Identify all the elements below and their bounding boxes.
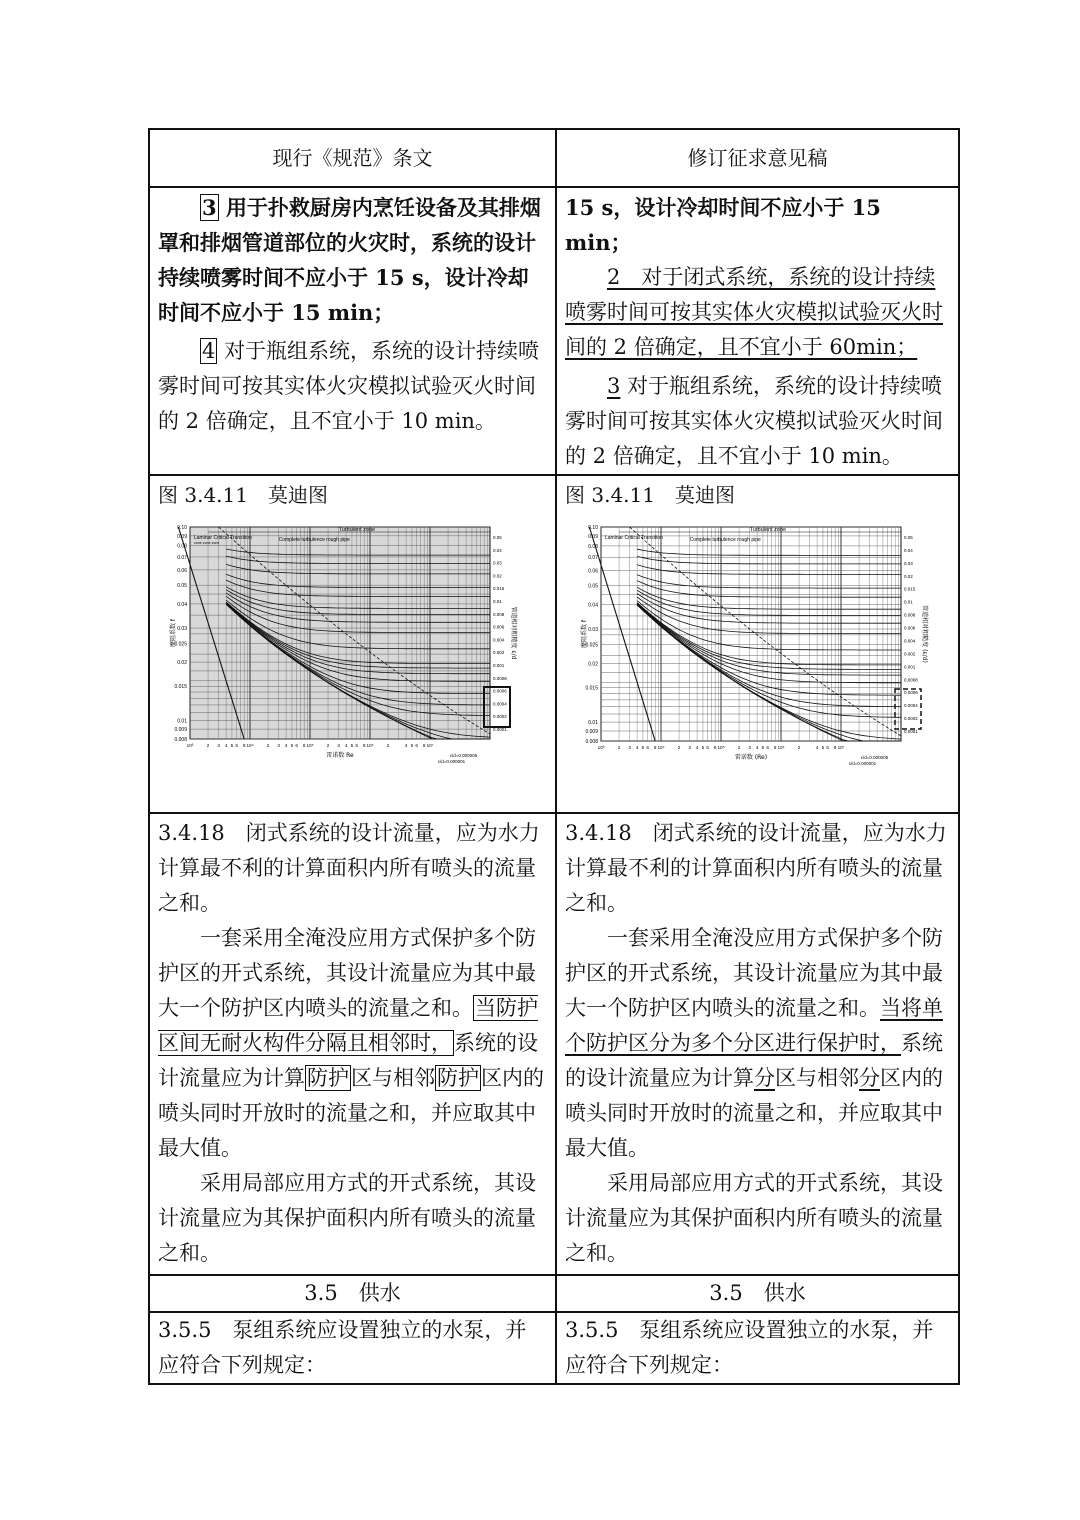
row-pump: [149, 1312, 959, 1384]
left-flow-p1: 3.4.18 闭式系统的设计流量，应为水力计算最不利的计算面积内所有喷头的流量之和。: [158, 821, 540, 915]
moody-chart-left: [158, 523, 538, 773]
y-tick-label: 0.10: [177, 525, 187, 531]
left-item-3-text: 用于扑救厨房内烹饪设备及其排烟罩和排烟管道部位的火灾时，系统的设计持续喷雾时间不应小于 15 s，设计冷却时间不应小于 15 min；: [158, 195, 541, 325]
small-roughness-label: ε/d=0.000001: [438, 759, 466, 764]
y-tick-label: 0.06: [177, 567, 187, 574]
x-tick-label: 2: [737, 745, 741, 750]
y-tick-label: 0.09: [588, 533, 598, 540]
x-tick-label: 2: [386, 743, 390, 748]
text: 一套采用全淹没应用方式保护多个防护区的开式系统，其设计流量应为其中最大一个防护区内喷头的流量之和。: [565, 926, 943, 1020]
roughness-tick-label: 0.01: [493, 599, 502, 604]
roughness-tick-label: 0.03: [904, 560, 913, 566]
item-number-box: 3: [202, 195, 217, 220]
row-spray-time: [149, 187, 959, 475]
roughness-tick-label: 0.05: [493, 535, 502, 540]
underlined-text: 当将单个防护区分为多个分区进行保护时，: [565, 996, 943, 1055]
underlined-text: 分: [859, 1066, 880, 1090]
section-heading-left: 3.5 供水: [149, 1275, 556, 1312]
x-tick-label: 5: [821, 745, 825, 750]
roughness-tick-label: 0.015: [493, 586, 505, 592]
cell-left-figure: [149, 475, 556, 813]
x-tick-label: 3: [337, 743, 340, 748]
item-number-underlined: 3: [607, 374, 621, 398]
roughness-tick-label: 0.0002: [493, 714, 507, 720]
y-tick-label: 0.08: [588, 543, 598, 550]
x-tick-label: 8: [422, 743, 426, 748]
x-tick-label: 8: [773, 745, 777, 750]
roughness-tick-label: 0.008: [904, 612, 916, 618]
x-tick-label: 4: [635, 745, 639, 750]
y-tick-label: 0.015: [174, 684, 187, 691]
roughness-tick-label: 0.0006: [904, 690, 918, 696]
cell-right-spray: [556, 187, 959, 475]
x-tick-label: 4: [695, 745, 699, 750]
y-tick-label: 0.06: [588, 568, 598, 575]
y-tick-label: 0.025: [585, 642, 598, 649]
moody-chart-right: [565, 523, 945, 785]
x-tick-label: 8: [833, 745, 837, 750]
roughness-tick-label: 0.02: [904, 573, 913, 579]
y-tick-label: 0.03: [588, 627, 598, 634]
zone-label-sub: zone zone zone: [194, 541, 220, 545]
x-tick-label: 3: [748, 745, 751, 750]
x-tick-label: 5: [410, 743, 414, 748]
right-flow-p2: [565, 921, 950, 1166]
left-item-4-text: 对于瓶组系统，系统的设计持续喷雾时间可按其实体火灾模拟试验灭火时间的 2 倍确定，且不宜小于 10 min。: [158, 339, 540, 433]
x-tick-label: 8: [362, 743, 366, 748]
x-tick-label: 10⁷: [837, 745, 845, 750]
right-flow-p3: 采用局部应用方式的开式系统，其设计流量应为其保护面积内所有喷头的流量之和。: [565, 1171, 943, 1265]
underlined-text: 分: [754, 1066, 775, 1090]
row-design-flow: [149, 813, 959, 1275]
right-item-cont: 15 s，设计冷却时间不应小于 15 min；: [565, 195, 881, 255]
section-heading-right: 3.5 供水: [556, 1275, 959, 1312]
right-axis-title: 管道相对粗糙度 (ε/d): [921, 605, 928, 663]
cell-right-flow: [556, 813, 959, 1275]
text: 区与相邻: [775, 1066, 859, 1090]
cell-right-pump: 3.5.5 泵组系统应设置独立的水泵，并应符合下列规定：: [556, 1312, 959, 1384]
zone-label-turbulent: Turbulent zone: [338, 527, 376, 533]
right-flow-p1: 3.4.18 闭式系统的设计流量，应为水力计算最不利的计算面积内所有喷头的流量之和。: [565, 821, 947, 915]
roughness-tick-label: 0.04: [493, 547, 502, 553]
y-axis-title: 摩阻系数 f: [581, 619, 588, 649]
x-axis-title: 雷诺数 Re: [326, 752, 354, 759]
y-tick-label: 0.01: [588, 720, 598, 727]
y-tick-label: 0.009: [174, 727, 187, 734]
y-tick-label: 0.02: [588, 661, 598, 668]
roughness-tick-label: 0.0008: [904, 677, 918, 683]
header-left: 现行《规范》条文: [149, 129, 556, 187]
x-tick-label: 4: [755, 745, 759, 750]
roughness-tick-label: 0.0006: [493, 688, 507, 694]
comparison-table: [148, 128, 960, 1385]
roughness-tick-label: 0.002: [493, 650, 505, 656]
x-tick-label: 2: [617, 745, 621, 750]
roughness-tick-label: 0.03: [493, 560, 502, 566]
right-item-3-text: 对于瓶组系统，系统的设计持续喷雾时间可按其实体火灾模拟试验灭火时间的 2 倍确定，且不宜小于 10 min。: [565, 374, 943, 468]
y-tick-label: 0.05: [588, 583, 598, 590]
roughness-tick-label: 0.0001: [493, 727, 507, 732]
left-item-3: [158, 190, 547, 330]
zone-label-turbulent: Turbulent zone: [749, 527, 787, 533]
y-tick-label: 0.025: [174, 641, 187, 648]
roughness-tick-label: 0.0008: [493, 675, 507, 681]
roughness-tick-label: 0.0004: [493, 701, 507, 707]
boxed-text: 防护: [437, 1066, 479, 1090]
y-tick-label: 0.05: [177, 583, 187, 590]
roughness-tick-label: 0.0002: [904, 716, 918, 722]
text: 区内的喷头同时开放时的流量之和，并应取其中最大值。: [565, 1066, 943, 1160]
x-tick-label: 3: [688, 745, 691, 750]
x-tick-label: 2: [206, 743, 210, 748]
x-tick-label: 2: [677, 745, 681, 750]
cell-right-figure: [556, 475, 959, 813]
y-tick-label: 0.10: [588, 525, 598, 531]
y-tick-label: 0.07: [177, 554, 187, 561]
figure-caption-left: 图 3.4.11 莫迪图: [158, 483, 328, 507]
left-flow-p3: 采用局部应用方式的开式系统，其设计流量应为其保护面积内所有喷头的流量之和。: [158, 1171, 536, 1265]
x-tick-label: 10⁷: [426, 743, 434, 748]
roughness-tick-label: 0.0004: [904, 703, 918, 709]
right-item-2: 2 对于闭式系统，系统的设计持续喷雾时间可按其实体火灾模拟试验灭火时间的 2 倍确定，且不宜小于 60min；: [565, 265, 943, 359]
x-tick-label: 5: [230, 743, 234, 748]
right-item-3: [565, 369, 950, 474]
x-tick-label: 10⁶: [777, 745, 785, 750]
x-tick-label: 2: [797, 745, 801, 750]
x-tick-label: 5: [641, 745, 645, 750]
roughness-tick-label: 0.0001: [904, 729, 918, 734]
y-tick-label: 0.03: [177, 626, 187, 633]
roughness-tick-label: 0.008: [493, 611, 505, 617]
x-tick-label: 6: [235, 743, 238, 748]
roughness-tick-label: 0.001: [493, 663, 505, 668]
row-moody-figure: [149, 475, 959, 813]
roughness-tick-label: 0.001: [904, 664, 916, 670]
x-tick-label: 10⁴: [246, 743, 254, 748]
x-tick-label: 8: [302, 743, 306, 748]
roughness-tick-label: 0.006: [493, 624, 505, 630]
x-axis-title: 雷诺数 (Re): [734, 754, 768, 761]
small-roughness-label: ε/d=0.000005: [861, 755, 889, 760]
cell-left-flow: [149, 813, 556, 1275]
x-tick-label: 3: [217, 743, 220, 748]
y-tick-label: 0.09: [177, 533, 187, 540]
x-tick-label: 4: [344, 743, 348, 748]
boxed-text: 防护: [307, 1066, 349, 1090]
header-right: 修订征求意见稿: [556, 129, 959, 187]
x-tick-label: 6: [646, 745, 649, 750]
y-tick-label: 0.015: [585, 685, 598, 692]
y-axis-title: 摩阻系数 f: [170, 618, 177, 648]
x-tick-label: 10⁴: [657, 745, 665, 750]
zone-label-complete: Complete turbulence rough pipe: [278, 537, 350, 543]
x-tick-label: 6: [355, 743, 358, 748]
zone-label-laminar: Laminar Critical Transition: [194, 535, 252, 541]
x-tick-label: 5: [350, 743, 354, 748]
x-tick-label: 8: [713, 745, 717, 750]
x-tick-label: 2: [326, 743, 330, 748]
x-tick-label: 4: [815, 745, 819, 750]
x-tick-label: 5: [290, 743, 294, 748]
x-tick-label: 10³: [597, 745, 605, 750]
zone-label-laminar: Laminar Critical Transition: [605, 535, 663, 541]
x-tick-label: 6: [766, 745, 769, 750]
text: 一套采用全淹没应用方式保护多个防护区的开式系统，其设计流量应为其中最大一个防护区内喷头的流量之和。: [158, 926, 536, 1020]
zone-label-complete: Complete turbulence rough pipe: [689, 537, 761, 543]
x-tick-label: 6: [826, 745, 829, 750]
figure-caption-right: 图 3.4.11 莫迪图: [565, 483, 735, 507]
y-tick-label: 0.01: [177, 718, 187, 725]
x-tick-label: 10⁵: [306, 743, 314, 748]
roughness-tick-label: 0.05: [904, 535, 913, 540]
x-tick-label: 5: [761, 745, 765, 750]
roughness-tick-label: 0.006: [904, 625, 916, 631]
roughness-tick-label: 0.02: [493, 573, 502, 579]
x-tick-label: 10³: [186, 743, 194, 748]
x-tick-label: 10⁵: [717, 745, 725, 750]
roughness-tick-label: 0.015: [904, 586, 916, 592]
x-tick-label: 3: [277, 743, 280, 748]
item-number-box: 4: [202, 339, 216, 363]
x-tick-label: 10⁶: [366, 743, 374, 748]
roughness-tick-label: 0.004: [493, 637, 505, 643]
y-tick-label: 0.08: [177, 543, 187, 550]
roughness-tick-label: 0.04: [904, 547, 913, 553]
x-tick-label: 4: [404, 743, 408, 748]
right-axis-title: 管道相对粗糙度 ε/d: [510, 606, 517, 660]
y-tick-label: 0.07: [588, 555, 598, 562]
x-tick-label: 8: [242, 743, 246, 748]
y-tick-label: 0.04: [177, 601, 187, 608]
header-row: [149, 129, 959, 187]
roughness-tick-label: 0.004: [904, 638, 916, 644]
x-tick-label: 3: [628, 745, 631, 750]
left-item-4: [158, 334, 547, 439]
x-tick-label: 6: [415, 743, 418, 748]
small-roughness-label: ε/d=0.000001: [849, 761, 877, 766]
roughness-tick-label: 0.002: [904, 651, 916, 657]
x-tick-label: 6: [706, 745, 709, 750]
cell-left-pump: 3.5.5 泵组系统应设置独立的水泵，并应符合下列规定：: [149, 1312, 556, 1384]
small-roughness-label: ε/d=0.000005: [450, 753, 478, 758]
y-tick-label: 0.02: [177, 660, 187, 667]
x-tick-label: 2: [266, 743, 270, 748]
text: 系统的设计流量应为计算: [565, 1031, 943, 1090]
text: 系统的设计流量应为计算: [158, 1031, 538, 1090]
left-flow-p2: [158, 921, 547, 1166]
cell-left-spray: [149, 187, 556, 475]
text: 区内的喷头同时开放时的流量之和，并应取其中最大值。: [158, 1066, 544, 1160]
row-section-heading: [149, 1275, 959, 1312]
y-tick-label: 0.009: [585, 729, 598, 736]
x-tick-label: 5: [701, 745, 705, 750]
x-tick-label: 6: [295, 743, 298, 748]
text: 区与相邻: [351, 1066, 435, 1090]
y-tick-label: 0.008: [174, 737, 187, 743]
x-tick-label: 4: [224, 743, 228, 748]
roughness-tick-label: 0.01: [904, 599, 913, 605]
x-tick-label: 4: [284, 743, 288, 748]
x-tick-label: 8: [653, 745, 657, 750]
y-tick-label: 0.008: [585, 739, 598, 745]
boxed-text: 当防护区间无耐火构件分隔且相邻时，: [158, 996, 538, 1055]
y-tick-label: 0.04: [588, 602, 598, 609]
